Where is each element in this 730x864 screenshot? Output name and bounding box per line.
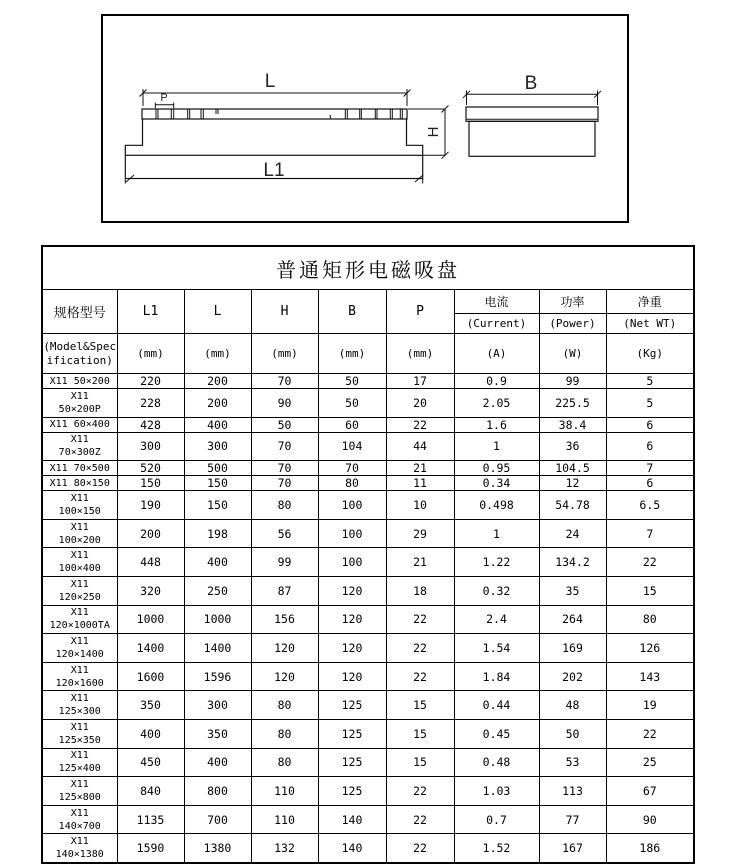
value-cell: 156 xyxy=(251,605,318,634)
table-row xyxy=(42,719,694,748)
value-cell: 143 xyxy=(606,662,694,691)
value-cell: 228 xyxy=(117,389,184,418)
text-line: X11 xyxy=(70,607,89,619)
value-cell: 125 xyxy=(318,719,386,748)
table-row xyxy=(42,476,694,491)
dim-label-height: H xyxy=(425,126,442,138)
value-cell: 99 xyxy=(539,374,606,389)
value-cell: 70 xyxy=(251,374,318,389)
value-cell: 120 xyxy=(318,576,386,605)
value-cell: 200 xyxy=(184,389,251,418)
value-cell: 125 xyxy=(318,777,386,806)
value-cell: 126 xyxy=(606,634,694,663)
text-line: 125×800 xyxy=(58,791,101,803)
value-cell: 0.34 xyxy=(454,476,539,491)
header-dim-p: P xyxy=(386,290,454,334)
text-line: 140×1380 xyxy=(55,849,104,861)
value-cell: 104.5 xyxy=(539,461,606,476)
value-cell: 350 xyxy=(184,719,251,748)
table-row xyxy=(42,834,694,863)
table-row xyxy=(42,605,694,634)
unit-mm: (mm) xyxy=(117,334,184,374)
text-line: 100×150 xyxy=(58,505,101,517)
text-line: X11 xyxy=(70,635,89,647)
value-cell: 120 xyxy=(318,605,386,634)
header-extra-zh: 净重 xyxy=(606,290,694,314)
value-cell: 21 xyxy=(386,461,454,476)
text-line: X11 xyxy=(70,578,89,590)
value-cell: 22 xyxy=(386,417,454,432)
value-cell: 19 xyxy=(606,691,694,720)
model-cell xyxy=(42,777,117,806)
value-cell: 1400 xyxy=(184,634,251,663)
value-cell: 150 xyxy=(117,476,184,491)
value-cell: 300 xyxy=(184,432,251,461)
model-cell xyxy=(42,805,117,834)
value-cell: 6.5 xyxy=(606,491,694,520)
model-cell xyxy=(42,576,117,605)
model-cell xyxy=(42,691,117,720)
header-dim-h: H xyxy=(251,290,318,334)
header-model: 规格型号 xyxy=(42,290,117,334)
unit-mm: (mm) xyxy=(251,334,318,374)
value-cell: 300 xyxy=(184,691,251,720)
text-line: 120×250 xyxy=(58,591,101,603)
value-cell: 120 xyxy=(251,634,318,663)
value-cell: 840 xyxy=(117,777,184,806)
table-row xyxy=(42,491,694,520)
text-line: X11 xyxy=(70,693,89,705)
model-cell: X11 50×200 xyxy=(42,374,117,389)
header-extra-en: (Power) xyxy=(539,314,606,334)
unit-extra: (A) xyxy=(454,334,539,374)
side-view-body-left xyxy=(125,119,142,155)
text-line: ification) xyxy=(46,353,113,367)
value-cell: 113 xyxy=(539,777,606,806)
model-cell xyxy=(42,634,117,663)
value-cell: 6 xyxy=(606,432,694,461)
table-row xyxy=(42,389,694,418)
model-cell xyxy=(42,389,117,418)
pole-ticks xyxy=(156,109,402,119)
dim-label-pole-pitch: P xyxy=(160,92,168,104)
value-cell: 80 xyxy=(251,691,318,720)
value-cell: 22 xyxy=(386,777,454,806)
value-cell: 38.4 xyxy=(539,417,606,432)
model-cell xyxy=(42,519,117,548)
value-cell: 21 xyxy=(386,548,454,577)
unit-model xyxy=(42,334,117,374)
unit-mm: (mm) xyxy=(184,334,251,374)
text-line: X11 xyxy=(70,390,89,402)
value-cell: 1.6 xyxy=(454,417,539,432)
value-cell: 25 xyxy=(606,748,694,777)
dim-label-width: B xyxy=(524,73,538,94)
value-cell: 0.7 xyxy=(454,805,539,834)
value-cell: 200 xyxy=(117,519,184,548)
value-cell: 24 xyxy=(539,519,606,548)
value-cell: 264 xyxy=(539,605,606,634)
value-cell: 70 xyxy=(251,432,318,461)
text-line: (Model&Spec xyxy=(43,339,117,353)
model-cell xyxy=(42,432,117,461)
value-cell: 448 xyxy=(117,548,184,577)
value-cell: 7 xyxy=(606,519,694,548)
text-line: X11 xyxy=(70,807,89,819)
unit-mm: (mm) xyxy=(318,334,386,374)
value-cell: 15 xyxy=(606,576,694,605)
table-row xyxy=(42,576,694,605)
value-cell: 80 xyxy=(251,491,318,520)
value-cell: 10 xyxy=(386,491,454,520)
value-cell: 134.2 xyxy=(539,548,606,577)
table-row xyxy=(42,432,694,461)
value-cell: 12 xyxy=(539,476,606,491)
value-cell: 22 xyxy=(386,605,454,634)
value-cell: 220 xyxy=(117,374,184,389)
value-cell: 70 xyxy=(251,461,318,476)
value-cell: 22 xyxy=(386,805,454,834)
value-cell: 22 xyxy=(606,548,694,577)
value-cell: 1600 xyxy=(117,662,184,691)
value-cell: 1.52 xyxy=(454,834,539,863)
table-row xyxy=(42,374,694,389)
dim-label-base-length: L1 xyxy=(263,160,285,181)
text-line: X11 xyxy=(70,521,89,533)
value-cell: 1590 xyxy=(117,834,184,863)
value-cell: 50 xyxy=(251,417,318,432)
value-cell: 22 xyxy=(386,634,454,663)
header-extra-zh: 功率 xyxy=(539,290,606,314)
value-cell: 22 xyxy=(606,719,694,748)
value-cell: 1.54 xyxy=(454,634,539,663)
value-cell: 140 xyxy=(318,805,386,834)
value-cell: 80 xyxy=(318,476,386,491)
value-cell: 5 xyxy=(606,374,694,389)
value-cell: 198 xyxy=(184,519,251,548)
value-cell: 1135 xyxy=(117,805,184,834)
unit-extra: (W) xyxy=(539,334,606,374)
value-cell: 0.498 xyxy=(454,491,539,520)
text-line: 120×1000TA xyxy=(49,620,110,632)
value-cell: 100 xyxy=(318,491,386,520)
table-row xyxy=(42,417,694,432)
value-cell: 428 xyxy=(117,417,184,432)
value-cell: 0.32 xyxy=(454,576,539,605)
value-cell: 5 xyxy=(606,389,694,418)
value-cell: 44 xyxy=(386,432,454,461)
value-cell: 120 xyxy=(318,634,386,663)
value-cell: 1.84 xyxy=(454,662,539,691)
value-cell: 48 xyxy=(539,691,606,720)
value-cell: 100 xyxy=(318,519,386,548)
value-cell: 1 xyxy=(454,432,539,461)
model-cell xyxy=(42,719,117,748)
value-cell: 56 xyxy=(251,519,318,548)
model-cell xyxy=(42,605,117,634)
value-cell: 17 xyxy=(386,374,454,389)
spec-table xyxy=(41,245,695,864)
text-line: X11 xyxy=(70,750,89,762)
value-cell: 1400 xyxy=(117,634,184,663)
value-cell: 200 xyxy=(184,374,251,389)
value-cell: 2.4 xyxy=(454,605,539,634)
value-cell: 11 xyxy=(386,476,454,491)
value-cell: 125 xyxy=(318,748,386,777)
value-cell: 70 xyxy=(251,476,318,491)
table-row xyxy=(42,634,694,663)
value-cell: 100 xyxy=(318,548,386,577)
value-cell: 800 xyxy=(184,777,251,806)
value-cell: 18 xyxy=(386,576,454,605)
value-cell: 150 xyxy=(184,491,251,520)
value-cell: 500 xyxy=(184,461,251,476)
value-cell: 80 xyxy=(251,719,318,748)
text-line: 120×1400 xyxy=(55,648,104,660)
table-row xyxy=(42,662,694,691)
table-row xyxy=(42,691,694,720)
text-line: 70×300Z xyxy=(58,447,101,459)
value-cell: 1 xyxy=(454,519,539,548)
value-cell: 132 xyxy=(251,834,318,863)
value-cell: 350 xyxy=(117,691,184,720)
model-cell xyxy=(42,662,117,691)
model-cell xyxy=(42,748,117,777)
value-cell: 0.44 xyxy=(454,691,539,720)
value-cell: 104 xyxy=(318,432,386,461)
value-cell: 6 xyxy=(606,476,694,491)
table-row xyxy=(42,805,694,834)
value-cell: 300 xyxy=(117,432,184,461)
text-line: 120×1600 xyxy=(55,677,104,689)
value-cell: 400 xyxy=(184,548,251,577)
side-view-body-right xyxy=(407,119,423,155)
value-cell: 70 xyxy=(318,461,386,476)
technical-drawing xyxy=(101,14,629,223)
header-extra-zh: 电流 xyxy=(454,290,539,314)
value-cell: 60 xyxy=(318,417,386,432)
table-title: 普通矩形电磁吸盘 xyxy=(42,246,694,290)
value-cell: 54.78 xyxy=(539,491,606,520)
dim-label-length: L xyxy=(264,71,276,92)
side-view-top-plate xyxy=(142,109,407,119)
value-cell: 1000 xyxy=(117,605,184,634)
value-cell: 15 xyxy=(386,691,454,720)
value-cell: 202 xyxy=(539,662,606,691)
model-cell: X11 80×150 xyxy=(42,476,117,491)
value-cell: 22 xyxy=(386,662,454,691)
table-row xyxy=(42,777,694,806)
value-cell: 110 xyxy=(251,777,318,806)
value-cell: 120 xyxy=(251,662,318,691)
value-cell: 0.9 xyxy=(454,374,539,389)
value-cell: 22 xyxy=(386,834,454,863)
value-cell: 50 xyxy=(318,389,386,418)
value-cell: 250 xyxy=(184,576,251,605)
text-line: 50×200P xyxy=(58,403,101,415)
value-cell: 125 xyxy=(318,691,386,720)
value-cell: 80 xyxy=(606,605,694,634)
value-cell: 7 xyxy=(606,461,694,476)
text-line: 125×300 xyxy=(58,706,101,718)
value-cell: 186 xyxy=(606,834,694,863)
value-cell: 1.22 xyxy=(454,548,539,577)
table-row xyxy=(42,548,694,577)
value-cell: 99 xyxy=(251,548,318,577)
header-extra-en: (Current) xyxy=(454,314,539,334)
value-cell: 2.05 xyxy=(454,389,539,418)
value-cell: 0.95 xyxy=(454,461,539,476)
chuck-dimension-drawing xyxy=(103,16,627,221)
value-cell: 29 xyxy=(386,519,454,548)
text-line: 125×400 xyxy=(58,763,101,775)
model-cell: X11 60×400 xyxy=(42,417,117,432)
value-cell: 0.48 xyxy=(454,748,539,777)
header-dim-l1: L1 xyxy=(117,290,184,334)
value-cell: 20 xyxy=(386,389,454,418)
value-cell: 6 xyxy=(606,417,694,432)
value-cell: 1.03 xyxy=(454,777,539,806)
value-cell: 67 xyxy=(606,777,694,806)
value-cell: 53 xyxy=(539,748,606,777)
value-cell: 50 xyxy=(318,374,386,389)
table-row xyxy=(42,461,694,476)
value-cell: 35 xyxy=(539,576,606,605)
text-line: X11 xyxy=(70,836,89,848)
header-dim-l: L xyxy=(184,290,251,334)
value-cell: 700 xyxy=(184,805,251,834)
value-cell: 320 xyxy=(117,576,184,605)
value-cell: 120 xyxy=(318,662,386,691)
table-row xyxy=(42,519,694,548)
value-cell: 80 xyxy=(251,748,318,777)
value-cell: 0.45 xyxy=(454,719,539,748)
table-row xyxy=(42,748,694,777)
text-line: 125×350 xyxy=(58,734,101,746)
text-line: X11 xyxy=(70,550,89,562)
text-line: 100×200 xyxy=(58,534,101,546)
value-cell: 110 xyxy=(251,805,318,834)
value-cell: 1596 xyxy=(184,662,251,691)
text-line: X11 xyxy=(70,664,89,676)
value-cell: 225.5 xyxy=(539,389,606,418)
model-cell xyxy=(42,548,117,577)
header-extra-en: (Net WT) xyxy=(606,314,694,334)
model-cell: X11 70×500 xyxy=(42,461,117,476)
value-cell: 15 xyxy=(386,748,454,777)
value-cell: 190 xyxy=(117,491,184,520)
value-cell: 150 xyxy=(184,476,251,491)
value-cell: 50 xyxy=(539,719,606,748)
end-view-body xyxy=(469,121,595,156)
value-cell: 36 xyxy=(539,432,606,461)
text-line: X11 xyxy=(70,721,89,733)
value-cell: 1380 xyxy=(184,834,251,863)
unit-mm: (mm) xyxy=(386,334,454,374)
value-cell: 400 xyxy=(117,719,184,748)
value-cell: 400 xyxy=(184,417,251,432)
text-line: X11 xyxy=(70,492,89,504)
value-cell: 169 xyxy=(539,634,606,663)
model-cell xyxy=(42,491,117,520)
value-cell: 140 xyxy=(318,834,386,863)
value-cell: 90 xyxy=(251,389,318,418)
model-cell xyxy=(42,834,117,863)
unit-extra: (Kg) xyxy=(606,334,694,374)
value-cell: 450 xyxy=(117,748,184,777)
value-cell: 77 xyxy=(539,805,606,834)
value-cell: 520 xyxy=(117,461,184,476)
value-cell: 167 xyxy=(539,834,606,863)
text-line: 140×700 xyxy=(58,820,101,832)
text-line: X11 xyxy=(70,434,89,446)
value-cell: 400 xyxy=(184,748,251,777)
text-line: 100×400 xyxy=(58,563,101,575)
value-cell: 90 xyxy=(606,805,694,834)
text-line: X11 xyxy=(70,778,89,790)
header-dim-b: B xyxy=(318,290,386,334)
value-cell: 87 xyxy=(251,576,318,605)
value-cell: 1000 xyxy=(184,605,251,634)
value-cell: 15 xyxy=(386,719,454,748)
